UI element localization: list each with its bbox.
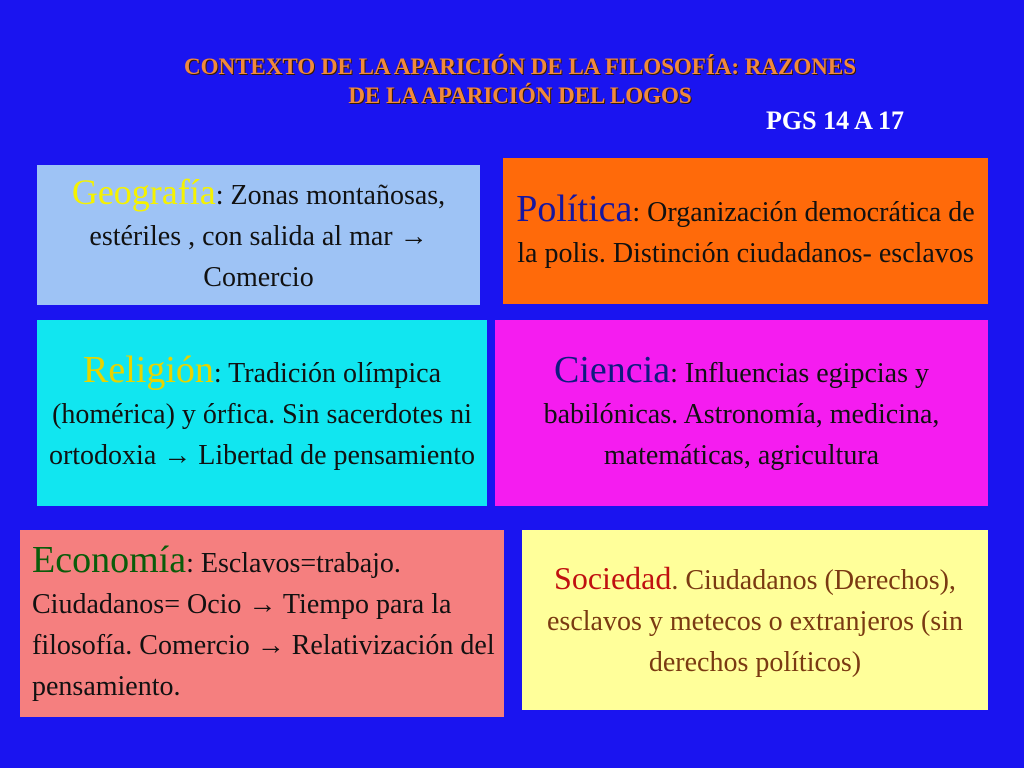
religion-box <box>37 320 487 506</box>
slide-title-line2: DE LA APARICIÓN DEL LOGOS <box>348 83 692 108</box>
sociedad-box <box>522 530 988 710</box>
ciencia-heading: Ciencia <box>554 349 671 391</box>
economia-box <box>20 530 504 717</box>
geografia-box <box>37 165 480 305</box>
economia-heading: Economía <box>32 539 187 581</box>
politica-box <box>503 158 988 304</box>
ciencia-box <box>495 320 988 506</box>
slide-title <box>80 52 960 110</box>
politica-text: : Organización democrática de la polis. Distinción ciudadanos- esclavos <box>517 196 975 269</box>
religion-text: : Tradición olímpica (homérica) y órfica. Sin sacerdotes ni ortodoxia → Libertad de pensamiento <box>48 358 476 471</box>
sociedad-text: . Ciudadanos (Derechos), esclavos y metecos o extranjeros (sin derechos políticos) <box>547 564 963 678</box>
slide-title-line1: CONTEXTO DE LA APARICIÓN DE LA FILOSOFÍA: RAZONES <box>183 54 857 79</box>
economia-text: : Esclavos=trabajo. Ciudadanos= Ocio → Tiempo para la filosofía. Comercio → Relativización del pensamiento. <box>32 548 495 702</box>
geografia-text: : Zonas montañosas, estériles , con salida al mar → Comercio <box>89 180 446 293</box>
sociedad-heading: Sociedad <box>554 559 672 596</box>
ciencia-text: : Influencias egipcias y babilónicas. Astronomía, medicina, matemáticas, agricultura <box>543 358 940 471</box>
religion-heading: Religión <box>83 349 214 391</box>
geografia-heading: Geografía <box>71 172 216 212</box>
pages-reference: PGS 14 A 17 <box>766 106 904 135</box>
politica-heading: Política <box>516 187 633 230</box>
